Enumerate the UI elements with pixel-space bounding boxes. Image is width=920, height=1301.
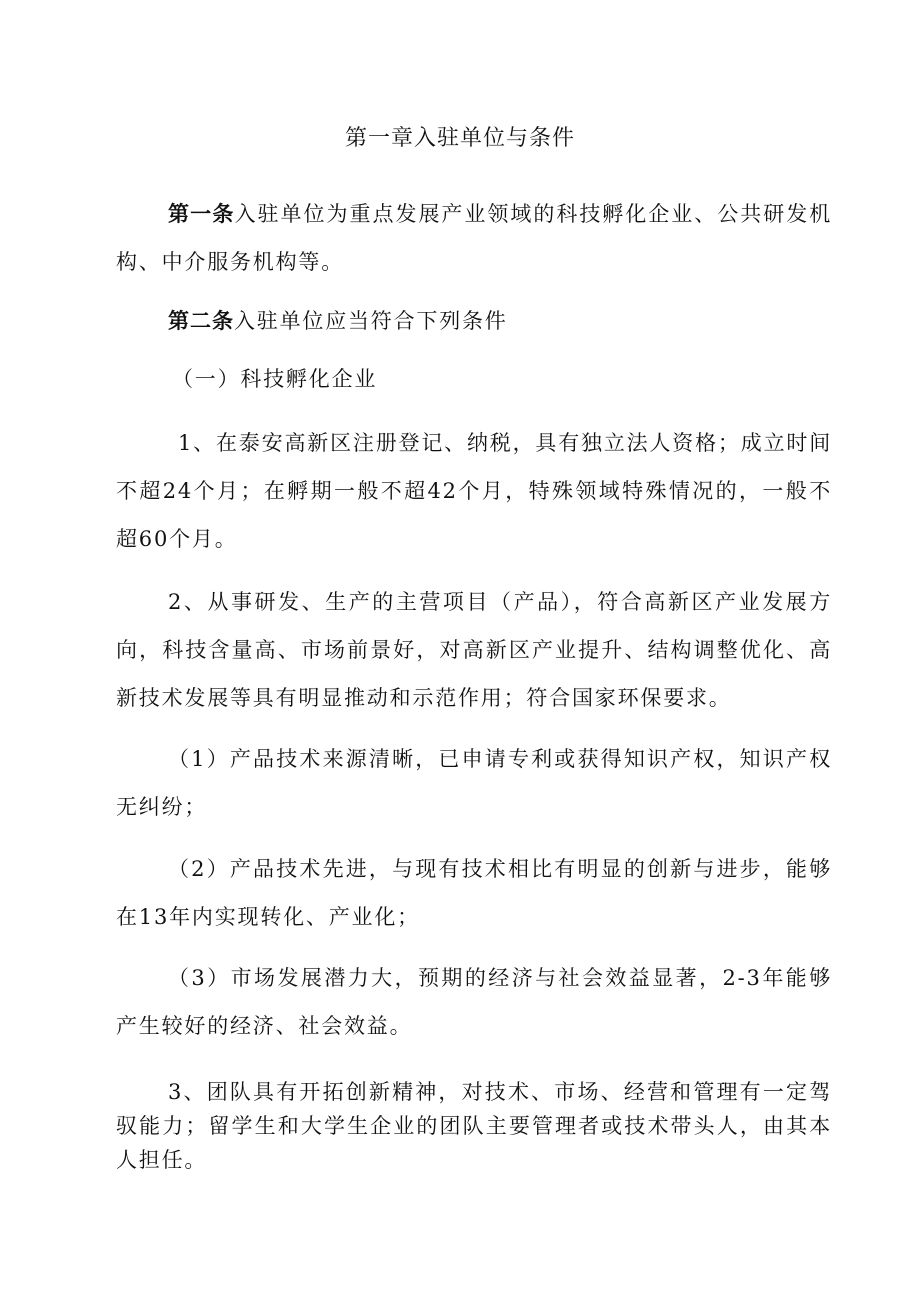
item-2: 2、从事研发、生产的主营项目（产品），符合高新区产业发展方向，科技含量高、市场前景好，对高新区产业提升、结构调整优化、高新技术发展等具有明显推动和示范作用；符合国家环保要求。 (116, 590, 832, 710)
sub-item-3: （3）市场发展潜力大，预期的经济与社会效益显著，2-3年能够产生较好的经济、社会效益。 (116, 966, 832, 1038)
article-2-label: 第二条 (168, 309, 234, 333)
sub-item-2: （2）产品技术先进，与现有技术相比有明显的创新与进步，能够在13年内实现转化、产业化； (116, 857, 832, 929)
item-3: 3、团队具有开拓创新精神，对技术、市场、经营和管理有一定驾驭能力；留学生和大学生企业的团队主要管理者或技术带头人，由其本人担任。 (116, 1080, 832, 1172)
item-1: 1、在泰安高新区注册登记、纳税，具有独立法人资格；成立时间不超24个月；在孵期一般不超42个月，特殊领域特殊情况的，一般不超60个月。 (116, 431, 832, 551)
sub-item-1: （1）产品技术来源清晰，已申请专利或获得知识产权，知识产权无纠纷； (116, 747, 832, 819)
chapter-title: 第一章入驻单位与条件 (344, 126, 575, 151)
article-1-label: 第一条 (168, 202, 235, 226)
section-1-title: （一）科技孵化企业 (172, 367, 378, 391)
article-2-text: 入驻单位应当符合下列条件 (234, 309, 508, 333)
article-1 (116, 190, 832, 286)
article-1-text: 入驻单位为重点发展产业领域的科技孵化企业、公共研发机构、中介服务机构等。 (116, 202, 832, 274)
article-2 (116, 297, 832, 345)
